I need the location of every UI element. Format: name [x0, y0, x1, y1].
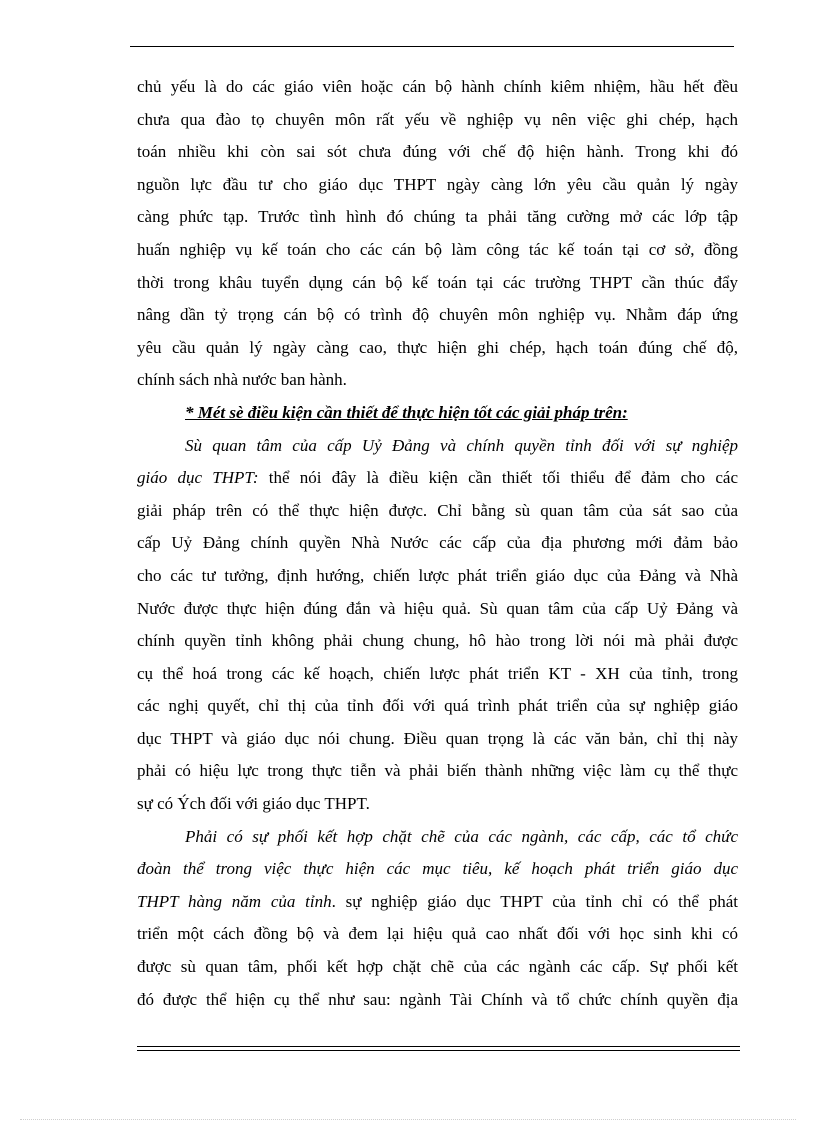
text-line: cho các tư tưởng, định hướng, chiến lược phát triển giáo dục của Đảng và Nhà [137, 565, 738, 585]
text-line: được sù quan tâm, phối kết hợp chặt chẽ của các ngành các cấp. Sự phối kết [137, 957, 738, 977]
footer-rule [137, 1046, 740, 1051]
text-line: dục THPT và giáo dục nói chung. Điều quan trọng là các văn bản, chỉ thị này [137, 728, 738, 748]
text-fragment: . sự nghiệp giáo dục THPT của tỉnh chỉ có thể phát [331, 891, 738, 911]
text-line: đó được thể hiện cụ thể như sau: ngành Tài Chính và tổ chức chính quyền địa [137, 989, 738, 1009]
text-line: thời trong khâu tuyển dụng cán bộ kế toán tại các trường THPT cần thúc đẩy [137, 272, 738, 292]
section-heading: * Mét sè điều kiện cần thiết để thực hiện tốt các giải pháp trên: [185, 402, 628, 422]
emphasis-text: THPT hàng năm của tỉnh [137, 891, 332, 911]
paragraph-coordination [137, 821, 738, 1017]
text-line: nâng dần tỷ trọng cán bộ có trình độ chuyên môn nghiệp vụ. Nhằm đáp ứng [137, 305, 738, 325]
text-line: yêu cầu quản lý ngày càng cao, thực hiện ghi chép, hạch toán đúng chế độ, [137, 337, 738, 357]
text-line: chủ yếu là do các giáo viên hoặc cán bộ hành chính kiêm nhiệm, hầu hết đều [137, 77, 738, 96]
header-rule [130, 46, 734, 47]
text-line: Nước được thực hiện đúng đắn và hiệu quả. Sù quan tâm của cấp Uỷ Đảng và [137, 598, 738, 618]
text-line: triển một cách đồng bộ và đem lại hiệu quả cao nhất đối với học sinh khi có [137, 924, 738, 944]
text-line: chưa qua đào tọ chuyên môn rất yếu về nghiệp vụ nên việc ghi chép, hạch [137, 109, 738, 129]
text-line: các nghị quyết, chỉ thị của tỉnh đối với quá trình phát triển của sự nghiệp giáo [137, 696, 738, 716]
text-line [137, 886, 738, 919]
emphasis-text: giáo dục THPT: [137, 468, 259, 488]
text-line: toán nhiều khi còn sai sót chưa đúng với chế độ hiện hành. Trong khi đó [137, 142, 738, 162]
text-line: chính quyền tỉnh không phải chung chung, hô hào trong lời nói mà phải được [137, 631, 738, 651]
text-line: Sù quan tâm của cấp Uỷ Đảng và chính quyền tỉnh đối với sự nghiệp [185, 435, 738, 455]
text-line: sự có Ých đối với giáo dục THPT. [137, 794, 370, 814]
text-line: càng phức tạp. Trước tình hình đó chúng ta phải tăng cường mở các lớp tập [137, 207, 738, 227]
paragraph-staff-training [137, 71, 738, 397]
text-line: Phải có sự phối kết hợp chặt chẽ của các ngành, các cấp, các tổ chức [185, 826, 738, 846]
text-line: giải pháp trên có thể thực hiện được. Chỉ bằng sù quan tâm của sát sao của [137, 500, 738, 520]
text-line [137, 462, 738, 495]
text-line: cấp Uỷ Đảng chính quyền Nhà Nước các cấp của địa phương mới đảm bảo [137, 533, 738, 553]
text-line: đoàn thể trong việc thực hiện các mục tiêu, kế hoạch phát triển giáo dục [137, 859, 738, 879]
text-line: chính sách nhà nước ban hành. [137, 370, 347, 390]
text-fragment: thể nói đây là điều kiện cần thiết tối thiểu để đảm cho các [258, 468, 738, 488]
text-line: nguồn lực đầu tư cho giáo dục THPT ngày càng lớn yêu cầu quản lý ngày [137, 174, 738, 194]
text-line: phải có hiệu lực trong thực tiễn và phải biến thành những việc làm cụ thể thực [137, 761, 738, 781]
paragraph-party-attention [137, 430, 738, 821]
document-body [137, 71, 738, 1016]
text-line: huấn nghiệp vụ kế toán cho các cán bộ làm công tác kế toán tại cơ sở, đồng [137, 239, 738, 259]
text-line: cụ thể hoá trong các kế hoạch, chiến lược phát triển KT - XH của tỉnh, trong [137, 663, 738, 683]
page-boundary [20, 1119, 796, 1120]
